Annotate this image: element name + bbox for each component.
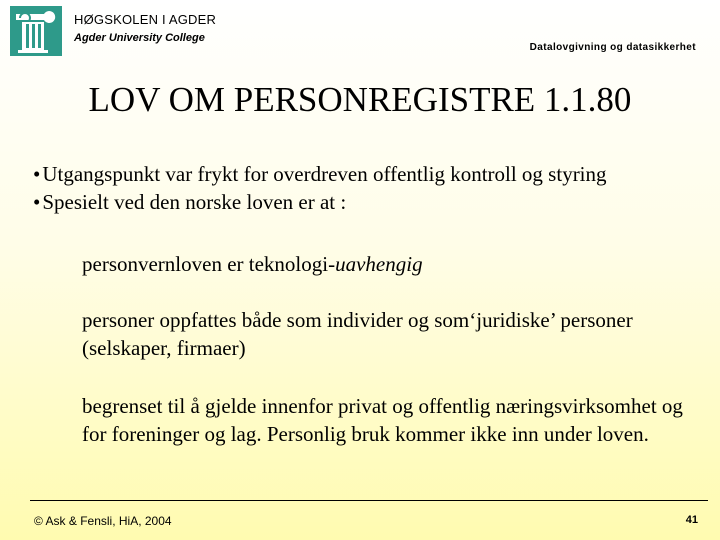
course-name: Datalovgivning og datasikkerhet: [529, 42, 696, 53]
column-pillar-icon: [10, 6, 62, 56]
bullet-item: [33, 188, 607, 216]
bullet-item: [33, 160, 607, 188]
bullet-text: Spesielt ved den norske loven er at :: [42, 190, 347, 214]
paragraph-scope: begrenset til å gjelde innenfor privat og offentlig næringsvirksomhet og for foreninger og lag. Personlig bruk kommer ikke inn under loven.: [82, 394, 683, 446]
bullet-list: [33, 160, 607, 216]
bullet-text: Utgangspunkt var frykt for overdreven offentlig kontroll og styring: [42, 162, 607, 186]
school-name: HØGSKOLEN I AGDER: [74, 12, 217, 27]
page-number: 41: [685, 514, 698, 526]
college-name: Agder University College: [74, 32, 205, 44]
school-logo: [10, 6, 62, 56]
emphasis-text: uavhengig: [335, 252, 423, 276]
footer-divider: [30, 500, 708, 501]
copyright-text: © Ask & Fensli, HiA, 2004: [34, 514, 172, 528]
paragraph-text: personvernloven er teknologi-: [82, 252, 336, 276]
paragraph-legal-persons: personer oppfattes både som individer og som‘juridiske’ personer (selskaper, firmaer): [82, 308, 633, 360]
slide-title: LOV OM PERSONREGISTRE 1.1.80: [88, 80, 632, 119]
paragraph-technology-independent: [82, 250, 702, 278]
